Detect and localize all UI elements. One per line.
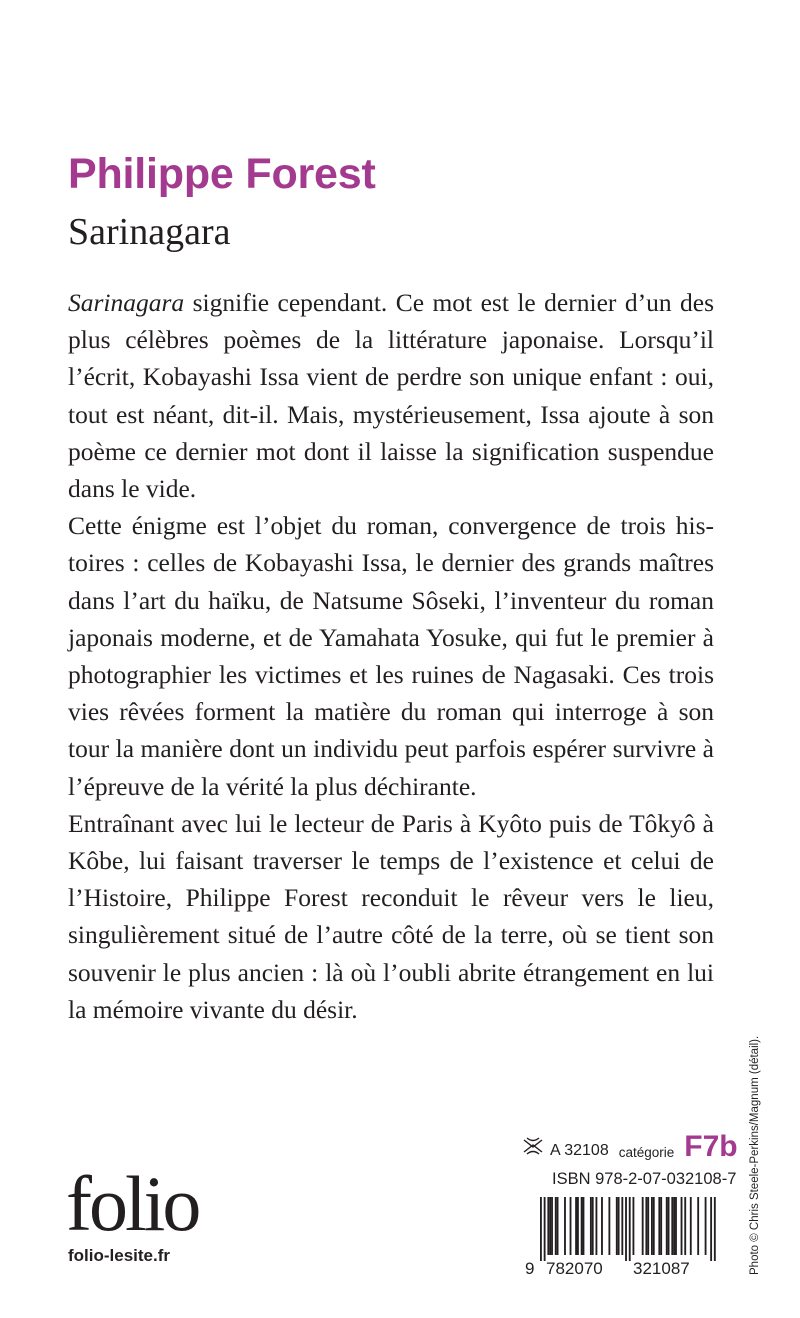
barcode-bar: [660, 1197, 662, 1255]
barcode-bar: [647, 1197, 649, 1255]
barcode-bar: [625, 1197, 627, 1261]
barcode-bar: [710, 1197, 712, 1261]
barcode-bar: [673, 1197, 675, 1255]
blurb-paragraph-1-text: signifie cependant. Ce mot est le dernier d’un des plus célèbres poèmes de la littérature japonaise. Lorsqu’il l’écrit, Kobayashi Issa vient de perdre son unique enfant : oui, tout est néant, dit-il. Mais, mystérieusement, Issa ajoute à son poème ce dernier mot dont il laisse la signification suspendue dans le vide.: [68, 288, 714, 504]
folio-logo: folio: [66, 1160, 199, 1247]
barcode-bar: [547, 1197, 549, 1255]
barcode-bar: [651, 1197, 653, 1255]
barcode-bar: [684, 1197, 686, 1255]
barcode-bar: [557, 1197, 559, 1255]
barcode-bar: [621, 1197, 623, 1255]
barcode-bar: [590, 1197, 592, 1255]
isbn: ISBN 978-2-07-032108-7: [552, 1170, 737, 1188]
barcode-bar: [666, 1197, 668, 1255]
barcode-bar: [544, 1197, 546, 1261]
category-code: F7b: [684, 1130, 738, 1163]
photo-credit: Photo © Chris Steele-Perkins/Magnum (détail).: [749, 1035, 761, 1275]
barcode-bar: [642, 1197, 644, 1255]
barcode-bar: [596, 1197, 598, 1255]
barcode-bar: [577, 1197, 579, 1255]
barcode-bar: [690, 1197, 692, 1255]
barcode-bar: [583, 1197, 585, 1255]
barcode-digits-left: 782070: [546, 1259, 603, 1277]
category-label: catégorie: [618, 1145, 675, 1160]
barcode-bar: [549, 1197, 551, 1255]
author-name: Philippe Forest: [68, 150, 376, 198]
blurb-paragraph-2: Cette énigme est l’objet du roman, convergence de trois histoires : celles de Kobayashi Issa, le dernier des grands maîtres dans l’art du haïku, de Natsume Sôseki, l’inventeur du roman japonais moderne, et de Yamahata Yosuke, qui fut le premier à photographier les victimes et les ruines de Nagasaki. Ces trois vies rêvées forment la matière du roman qui interroge à son tour la manière dont un individu peut parfois espérer survivre à l’épreuve de la vérité la plus déchirante.: [68, 511, 714, 801]
barcode-bar: [592, 1197, 594, 1255]
barcode-bar: [570, 1197, 572, 1255]
barcode-bar: [618, 1197, 620, 1255]
barcode-bar: [629, 1197, 631, 1261]
ean-barcode: [522, 1195, 718, 1277]
barcode-bar: [675, 1197, 677, 1255]
barcode-bar: [601, 1197, 603, 1255]
barcode-bar: [575, 1197, 577, 1255]
barcode-bar: [564, 1197, 566, 1255]
barcode-digits-right: 321087: [633, 1259, 690, 1277]
barcode-digit-first: 9: [525, 1259, 535, 1277]
barcode-bar: [633, 1197, 635, 1255]
barcode-bar: [658, 1197, 660, 1255]
barcode-bar: [653, 1197, 655, 1255]
barcode-bar: [540, 1197, 542, 1261]
barcode-bar: [681, 1197, 683, 1255]
book-title: Sarinagara: [68, 211, 231, 253]
barcode-bar: [645, 1197, 647, 1255]
back-cover-blurb: [68, 284, 714, 1028]
publisher-website: folio-lesite.fr: [68, 1246, 171, 1265]
barcode-bar: [705, 1197, 707, 1255]
barcode-bar: [551, 1197, 553, 1255]
barcode-bar: [714, 1197, 716, 1261]
blurb-title-word: Sarinagara: [68, 288, 185, 317]
barcode-bar: [581, 1197, 583, 1255]
barcode-bar: [697, 1197, 699, 1255]
barcode-bar: [671, 1197, 673, 1255]
barcode-bar: [616, 1197, 618, 1255]
barcode-bar: [555, 1197, 557, 1255]
catalog-line: [522, 1130, 738, 1163]
folio-emblem-icon: [522, 1137, 544, 1160]
barcode-bar: [668, 1197, 670, 1255]
blurb-paragraph-3: Entraînant avec lui le lecteur de Paris à Kyôto puis de Tôkyô à Kôbe, lui faisant traverser le temps de l’existence et celui de l’Histoire, Philippe Forest reconduit le rêveur vers le lieu, singulièrement situé de l’autre côté de la terre, où se tient son souvenir le plus ancien : là où l’oubli abrite étrangement en lui la mémoire vivante du désir.: [68, 808, 714, 1024]
catalog-code: A 32108: [550, 1142, 609, 1159]
blurb-paragraph-1: [68, 284, 714, 507]
barcode-bar: [608, 1197, 610, 1255]
